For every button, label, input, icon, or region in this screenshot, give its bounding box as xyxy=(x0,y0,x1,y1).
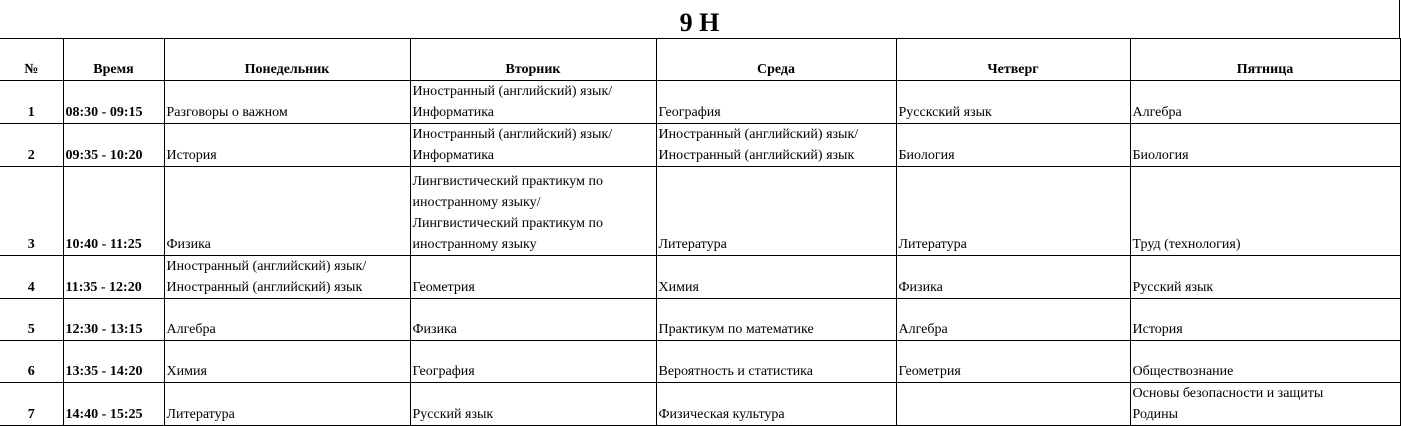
class-title: 9 Н xyxy=(679,8,720,37)
lesson-number: 6 xyxy=(0,341,63,383)
cell-monday xyxy=(164,383,410,426)
subject-text: Основы безопасности и защиты xyxy=(1132,386,1324,401)
cell-friday xyxy=(1130,81,1400,124)
cell-tuesday xyxy=(410,81,656,124)
lesson-number: 7 xyxy=(0,383,63,426)
subject-text: Алгебра xyxy=(898,322,948,337)
subject-text: Вероятность и статистика xyxy=(658,364,813,379)
lesson-number: 3 xyxy=(0,167,63,256)
subject-text: Лингвистический практикум по xyxy=(412,216,603,231)
cell-wednesday xyxy=(656,81,896,124)
header-friday: Пятница xyxy=(1130,39,1400,81)
cell-wednesday xyxy=(656,299,896,341)
cell-wednesday xyxy=(656,124,896,167)
header-number: № xyxy=(0,39,63,81)
subject-text: Обществознание xyxy=(1132,364,1234,379)
cell-friday xyxy=(1130,299,1400,341)
lesson-time: 14:40 - 15:25 xyxy=(63,383,164,426)
subject-text: Информатика xyxy=(412,148,494,163)
subject-text: Физическая культура xyxy=(658,407,785,422)
lesson-number: 2 xyxy=(0,124,63,167)
cell-thursday xyxy=(896,167,1130,256)
header-thursday: Четверг xyxy=(896,39,1130,81)
subject-text: Иностранный (английский) язык/ xyxy=(412,127,613,142)
cell-tuesday xyxy=(410,256,656,299)
header-monday: Понедельник xyxy=(164,39,410,81)
subject-text: Труд (технология) xyxy=(1132,237,1241,252)
cell-tuesday xyxy=(410,124,656,167)
cell-thursday xyxy=(896,256,1130,299)
lesson-time: 11:35 - 12:20 xyxy=(63,256,164,299)
subject-text: Иностранный (английский) язык xyxy=(166,280,363,295)
lesson-time: 08:30 - 09:15 xyxy=(63,81,164,124)
cell-friday xyxy=(1130,256,1400,299)
subject-text: Физика xyxy=(412,322,457,337)
cell-monday xyxy=(164,81,410,124)
cell-monday xyxy=(164,256,410,299)
subject-text: История xyxy=(166,148,217,163)
subject-text: Физика xyxy=(898,280,943,295)
cell-friday xyxy=(1130,383,1400,426)
table-row xyxy=(0,341,1400,383)
cell-wednesday xyxy=(656,383,896,426)
subject-text: Физика xyxy=(166,237,211,252)
cell-monday xyxy=(164,299,410,341)
subject-text: Практикум по математике xyxy=(658,322,814,337)
lesson-number: 4 xyxy=(0,256,63,299)
cell-friday xyxy=(1130,167,1400,256)
subject-text: Иностранный (английский) язык xyxy=(658,148,855,163)
subject-text: География xyxy=(412,364,475,379)
header-wednesday: Среда xyxy=(656,39,896,81)
subject-text: Литература xyxy=(898,237,967,252)
subject-text: Иностранный (английский) язык/ xyxy=(166,259,367,274)
lesson-time: 10:40 - 11:25 xyxy=(63,167,164,256)
subject-text: География xyxy=(658,105,721,120)
subject-text: Литература xyxy=(658,237,727,252)
subject-text: История xyxy=(1132,322,1183,337)
cell-thursday xyxy=(896,341,1130,383)
subject-text: Биология xyxy=(898,148,955,163)
cell-monday xyxy=(164,124,410,167)
subject-text: Алгебра xyxy=(1132,105,1182,120)
subject-text: Русскский язык xyxy=(898,105,992,120)
header-time: Время xyxy=(63,39,164,81)
cell-wednesday xyxy=(656,341,896,383)
subject-text: Иностранный (английский) язык/ xyxy=(412,84,613,99)
subject-text: Разговоры о важном xyxy=(166,105,288,120)
subject-text: Иностранный (английский) язык/ xyxy=(658,127,859,142)
header-row xyxy=(0,39,1400,81)
cell-thursday xyxy=(896,81,1130,124)
table-row xyxy=(0,124,1400,167)
subject-text: Геометрия xyxy=(898,364,961,379)
cell-tuesday xyxy=(410,167,656,256)
subject-text: Биология xyxy=(1132,148,1189,163)
cell-wednesday xyxy=(656,256,896,299)
lesson-time: 09:35 - 10:20 xyxy=(63,124,164,167)
cell-friday xyxy=(1130,124,1400,167)
table-row xyxy=(0,256,1400,299)
subject-text: Лингвистический практикум по xyxy=(412,174,603,189)
subject-text: Русский язык xyxy=(412,407,494,422)
cell-tuesday xyxy=(410,383,656,426)
subject-text: Информатика xyxy=(412,105,494,120)
lesson-time: 13:35 - 14:20 xyxy=(63,341,164,383)
table-row xyxy=(0,81,1400,124)
table-row xyxy=(0,383,1400,426)
subject-text: Химия xyxy=(166,364,207,379)
subject-text: Химия xyxy=(658,280,699,295)
lesson-number: 5 xyxy=(0,299,63,341)
subject-text: Литература xyxy=(166,407,235,422)
cell-monday xyxy=(164,341,410,383)
subject-text: Русский язык xyxy=(1132,280,1214,295)
lesson-time: 12:30 - 13:15 xyxy=(63,299,164,341)
cell-friday xyxy=(1130,341,1400,383)
subject-text: Родины xyxy=(1132,407,1179,422)
timetable-body xyxy=(0,81,1400,426)
lesson-number: 1 xyxy=(0,81,63,124)
cell-thursday xyxy=(896,124,1130,167)
schedule-title-bar xyxy=(0,0,1400,38)
subject-text: иностранному языку/ xyxy=(412,195,541,210)
cell-tuesday xyxy=(410,341,656,383)
subject-text: иностранному языку xyxy=(412,237,537,252)
cell-wednesday xyxy=(656,167,896,256)
table-row xyxy=(0,299,1400,341)
table-row xyxy=(0,167,1400,256)
subject-text: Алгебра xyxy=(166,322,216,337)
cell-thursday xyxy=(896,299,1130,341)
timetable xyxy=(0,38,1401,426)
cell-monday xyxy=(164,167,410,256)
cell-tuesday xyxy=(410,299,656,341)
cell-thursday xyxy=(896,383,1130,426)
subject-text: Геометрия xyxy=(412,280,475,295)
header-tuesday: Вторник xyxy=(410,39,656,81)
